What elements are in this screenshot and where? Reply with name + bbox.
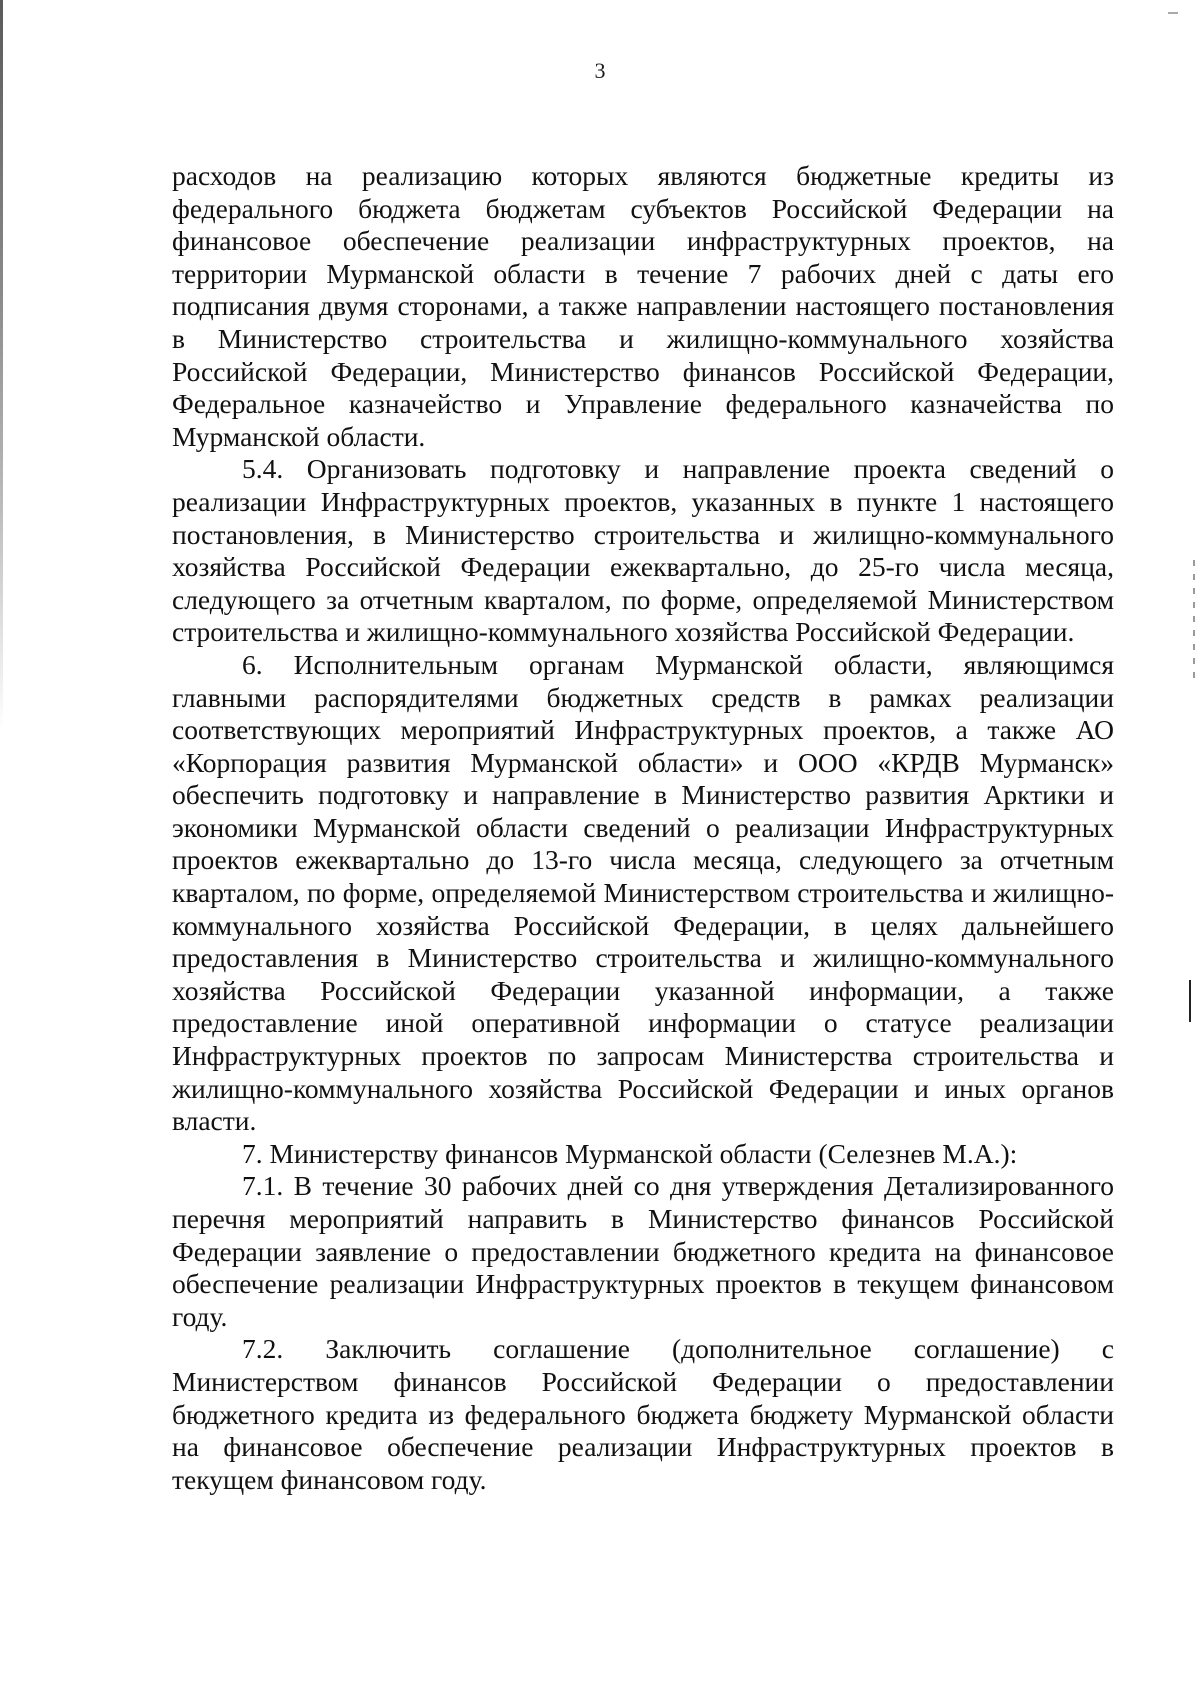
paragraph-7: 7. Министерству финансов Мурманской области (Селезнев М.А.): xyxy=(242,1137,1018,1169)
paragraph-continuation: расходов на реализацию которых являются бюджетные кредиты из федерального бюджета бюджетам субъектов Российской Федерации на финансовое обеспечение реализации инфраструктурных проектов, на территории Мурманской области в течение 7 рабочих дней с даты его подписания двумя сторонами, а также направлении настоящего постановления в Министерство строительства и жилищно-коммунального хозяйства Российской Федерации, Министерство финансов Российской Федерации, Федеральное казначейство и Управление федерального казначейства по Мурманской области. xyxy=(172,160,1114,452)
paragraph-6: 6. Исполнительным органам Мурманской области, являющимся главными распорядителями бюджетных средств в рамках реализации соответствующих мероприятий Инфраструктурных проектов, а также АО «Корпорация развития Мурманской области» и ООО «КРДВ Мурманск» обеспечить подготовку и направление в Министерство развития Арктики и экономики Мурманской области сведений о реализации Инфраструктурных проектов ежеквартально до 13-го числа месяца, следующего за отчетным кварталом, по форме, определяемой Министерством строительства и жилищно-коммунального хозяйства Российской Федерации, в целях дальнейшего предоставления в Министерство строительства и жилищно-коммунального хозяйства Российской Федерации указанной информации, а также предоставление иной оперативной информации о статусе реализации Инфраструктурных проектов по запросам Министерства строительства и жилищно-коммунального хозяйства Российской Федерации и иных органов власти. xyxy=(172,648,1114,1137)
paragraph-5-4: 5.4. Организовать подготовку и направление проекта сведений о реализации Инфраструктурных проектов, указанных в пункте 1 настоящего постановления, в Министерство строительства и жилищно-коммунального хозяйства Российской Федерации ежеквартально, до 25-го числа месяца, следующего за отчетным кварталом, по форме, определяемой Министерством строительства и жилищно-коммунального хозяйства Российской Федерации. xyxy=(172,453,1114,648)
scan-artifact-bar xyxy=(1189,980,1191,1022)
scan-edge-shadow xyxy=(0,0,3,730)
paragraph-7-1: 7.1. В течение 30 рабочих дней со дня утверждения Детализированного перечня мероприятий направить в Министерство финансов Российской Федерации заявление о предоставлении бюджетного кредита на финансовое обеспечение реализации Инфраструктурных проектов в текущем финансовом году. xyxy=(172,1170,1114,1332)
document-body xyxy=(172,160,1114,1496)
paragraph-7-2: 7.2. Заключить соглашение (дополнительное соглашение) с Министерством финансов Российской Федерации о предоставлении бюджетного кредита из федерального бюджета бюджету Мурманской области на финансовое обеспечение реализации Инфраструктурных проектов в текущем финансовом году. xyxy=(172,1333,1114,1495)
scan-artifact-dots xyxy=(1193,560,1195,680)
scan-artifact-mark xyxy=(1168,12,1178,14)
page-number: 3 xyxy=(594,58,606,83)
